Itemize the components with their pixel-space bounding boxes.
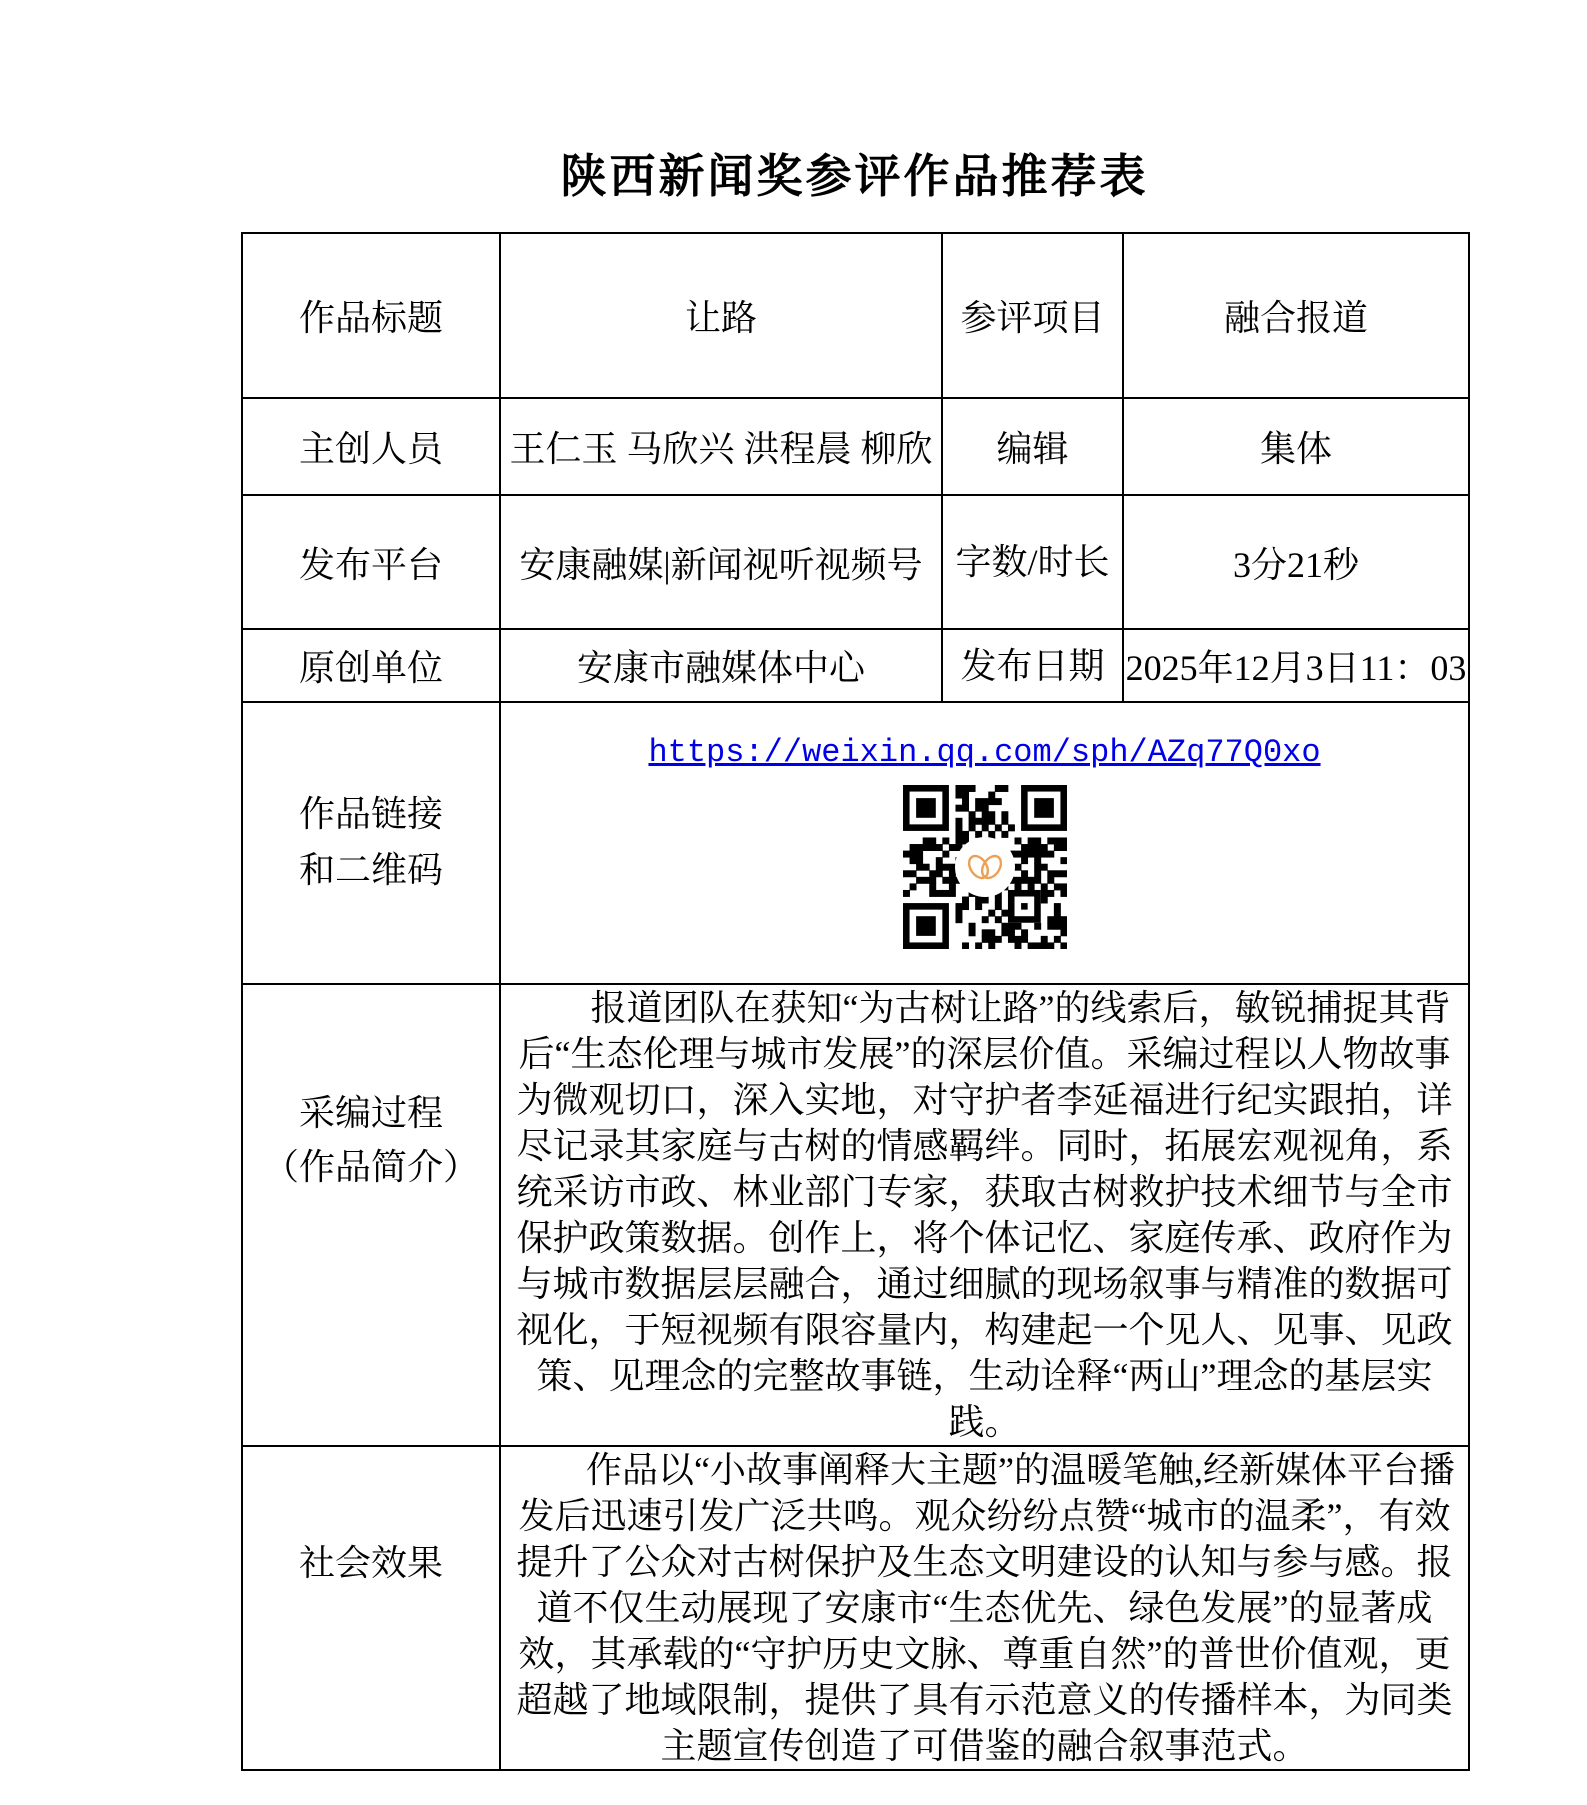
editing-process-label-line1: 采编过程: [298, 1093, 443, 1133]
social-effect-text: 作品以“小故事阐释大主题”的温暖笔触,经新媒体平台播发后迅速引发广泛共鸣。观众纷纷点赞“城市的温柔”，有效提升了公众对古树保护及生态文明建设的认知与参与感。报道不仅生动展现了安康市“生态优先、绿色发展”的显著成效，其承载的“守护历史文脉、尊重自然”的普世价值观，更超越了地域限制，提供了具有示范意义的传播样本，为同类主题宣传创造了可借鉴的融合叙事范式。: [500, 1446, 1469, 1770]
work-title-label: 作品标题: [242, 233, 500, 398]
platform-label: 发布平台: [242, 495, 500, 629]
word-count-duration-value: 3分21秒: [1123, 495, 1469, 629]
editing-process-label: [242, 984, 500, 1446]
table-row: [242, 1446, 1469, 1770]
original-unit-value: 安康市融媒体中心: [500, 629, 942, 702]
table-row: [242, 702, 1469, 984]
link-qr-label-line1: 作品链接: [298, 794, 443, 835]
platform-value: 安康融媒|新闻视听视频号: [500, 495, 942, 629]
link-qr-cell: [500, 702, 1469, 984]
table-row: [242, 233, 1469, 398]
editor-label: 编辑: [942, 398, 1123, 495]
publish-date-label: 发布日期: [942, 629, 1123, 702]
word-count-duration-label: 字数/时长: [942, 495, 1123, 629]
publish-date-value: 2025年12月3日11：03: [1123, 629, 1469, 702]
work-title-value: 让路: [500, 233, 942, 398]
editing-process-label-line2: （作品简介）: [262, 1147, 479, 1187]
table-row: [242, 984, 1469, 1446]
entry-category-label: 参评项目: [942, 233, 1123, 398]
editing-process-text: 报道团队在获知“为古树让路”的线索后，敏锐捕捉其背后“生态伦理与城市发展”的深层价值。采编过程以人物故事为微观切口，深入实地，对守护者李延福进行纪实跟拍，详尽记录其家庭与古树的情感羁绊。同时，拓展宏观视角，系统采访市政、林业部门专家，获取古树救护技术细节与全市保护政策数据。创作上，将个体记忆、家庭传承、政府作为与城市数据层层融合，通过细腻的现场叙事与精准的数据可视化，于短视频有限容量内，构建起一个见人、见事、见政策、见理念的完整故事链，生动诠释“两山”理念的基层实践。: [500, 984, 1469, 1446]
recommendation-table: [241, 232, 1470, 1771]
page-title: 陕西新闻奖参评作品推荐表: [560, 151, 1149, 202]
entry-category-value: 融合报道: [1123, 233, 1469, 398]
table-row: [242, 629, 1469, 702]
creators-label: 主创人员: [242, 398, 500, 495]
creators-value: 王仁玉 马欣兴 洪程晨 柳欣: [500, 398, 942, 495]
qr-code: [501, 785, 1468, 958]
table-row: [242, 495, 1469, 629]
original-unit-label: 原创单位: [242, 629, 500, 702]
table-row: [242, 398, 1469, 495]
work-url-link[interactable]: https://weixin.qq.com/sph/AZq77Q0xo: [648, 734, 1321, 771]
link-qr-label: [242, 702, 500, 984]
link-qr-label-line2: 和二维码: [298, 850, 443, 890]
social-effect-label: 社会效果: [242, 1446, 500, 1770]
editor-value: 集体: [1123, 398, 1469, 495]
